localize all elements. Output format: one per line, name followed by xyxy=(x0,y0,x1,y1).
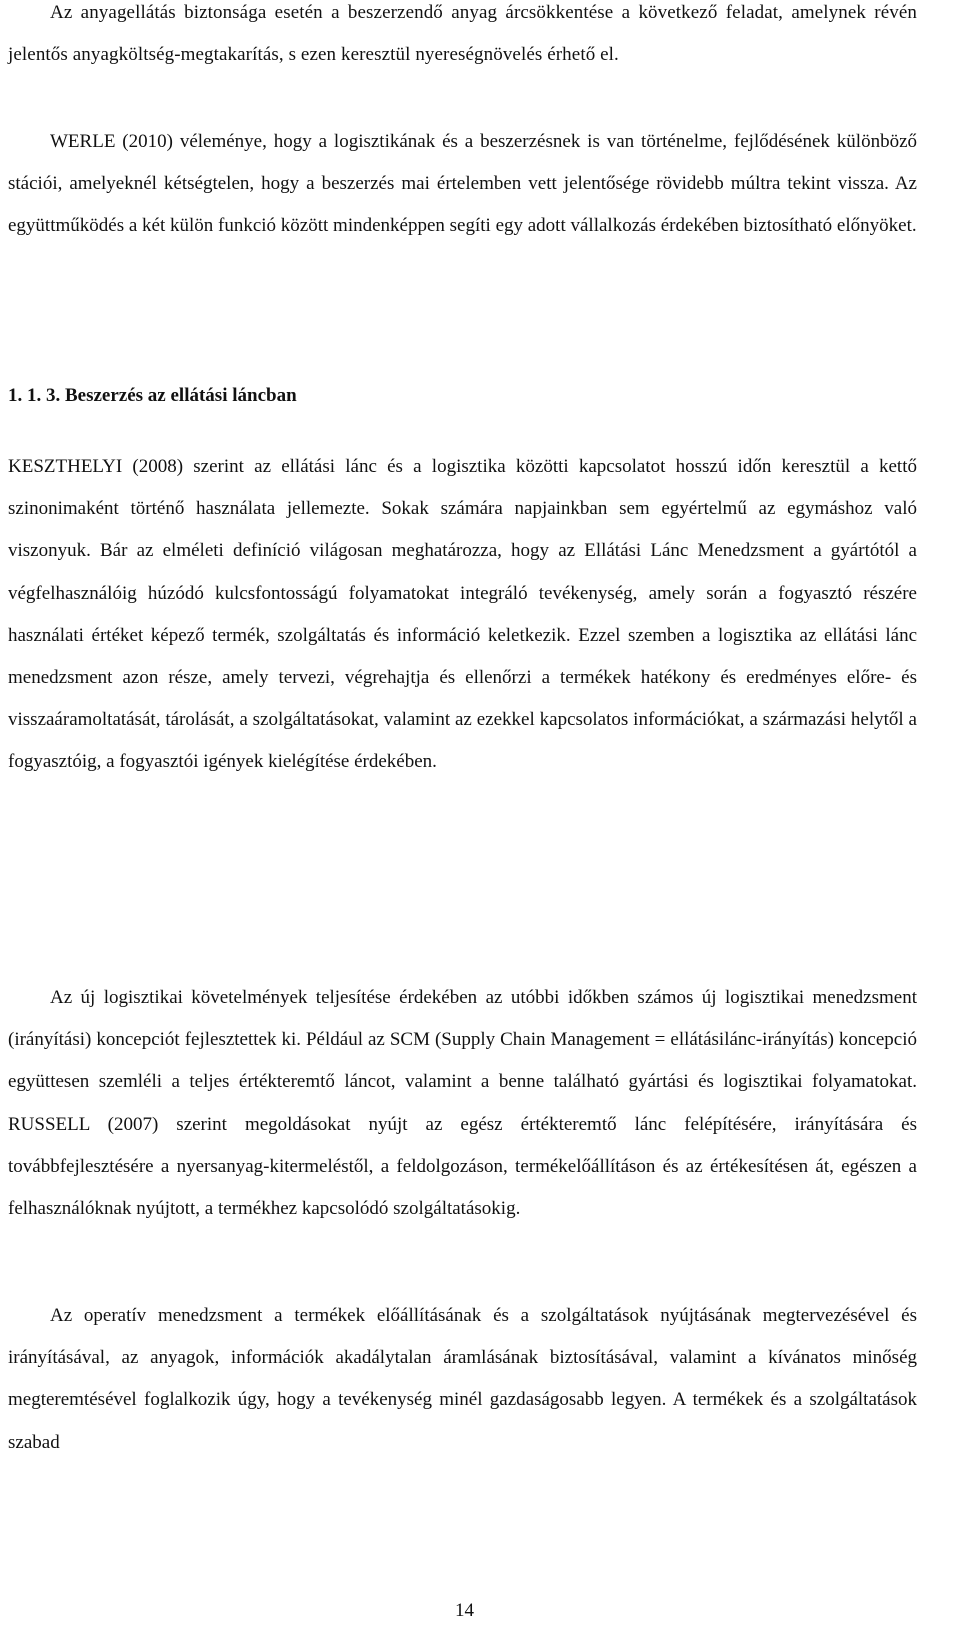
paragraph-keszthelyi: KESZTHELYI (2008) szerint az ellátási lánc és a logisztika közötti kapcsolatot hosszú időn keresztül a kettő szinonimaként történő használata jellemezte. Sokak számára napjainkban sem egyértelmű az egymáshoz való viszonyuk. Bár az elméleti definíció világosan meghatározza, hogy az Ellátási Lánc Menedzsment a gyártótól a végfelhasználóig húzódó kulcsfontosságú folyamatokat integráló tevékenység, amely során a fogyasztó részére használati értéket képező termék, szolgáltatás és információ keletkezik. Ezzel szemben a logisztika az ellátási lánc menedzsment azon része, amely tervezi, végrehajtja és ellenőrzi a termékek hatékony és eredményes előre- és visszaáramoltatását, tárolását, a szolgáltatásokat, valamint az ezekkel kapcsolatos információkat, a származási helytől a fogyasztóig, a fogyasztói igények kielégítése érdekében. xyxy=(8,456,917,773)
paragraph-logisztikai-kovetelmenyek: Az új logisztikai követelmények teljesítése érdekében az utóbbi időkben számos új logisztikai menedzsment (irányítási) koncepciót fejlesztettek ki. Például az SCM (Supply Chain Management = ellátásilánc-irányítás) koncepció együttesen szemléli a teljes értékteremtő láncot, valamint a benne található gyártási és logisztikai folyamatokat. RUSSELL (2007) szerint megoldásokat nyújt az egész értékteremtő lánc felépítésére, irányítására és továbbfejlesztésére a nyersanyag-kitermeléstől, a feldolgozáson, termékelőállításon és az értékesítésen át, egészen a felhasználóknak nyújtott, a termékhez kapcsolódó szolgáltatásokig. xyxy=(8,987,917,1220)
paragraph-werle: WERLE (2010) véleménye, hogy a logisztikának és a beszerzésnek is van történelme, fejlődésének különböző stációi, amelyeknél kétségtelen, hogy a beszerzés mai értelemben vett jelentősége rövidebb múltra tekint vissza. Az együttműködés a két külön funkció között mindenképpen segíti egy adott vállalkozás érdekében biztosítható előnyöket. xyxy=(8,131,917,237)
section-heading: 1. 1. 3. Beszerzés az ellátási láncban xyxy=(8,385,297,406)
paragraph-operativ-menedzsment: Az operatív menedzsment a termékek előállításának és a szolgáltatások nyújtásának megtervezésével és irányításával, az anyagok, információk akadálytalan áramlásának biztosításával, valamint a kívánatos minőség megteremtésével foglalkozik úgy, hogy a tevékenység minél gazdaságosabb legyen. A termékek és a szolgáltatások szabad xyxy=(8,1305,917,1453)
paragraph-anyagellatas: Az anyagellátás biztonsága esetén a beszerzendő anyag árcsökkentése a következő feladat, amelynek révén jelentős anyagköltség-megtakarítás, s ezen keresztül nyereségnövelés érhető el. xyxy=(8,2,917,66)
page-number: 14 xyxy=(455,1600,474,1621)
